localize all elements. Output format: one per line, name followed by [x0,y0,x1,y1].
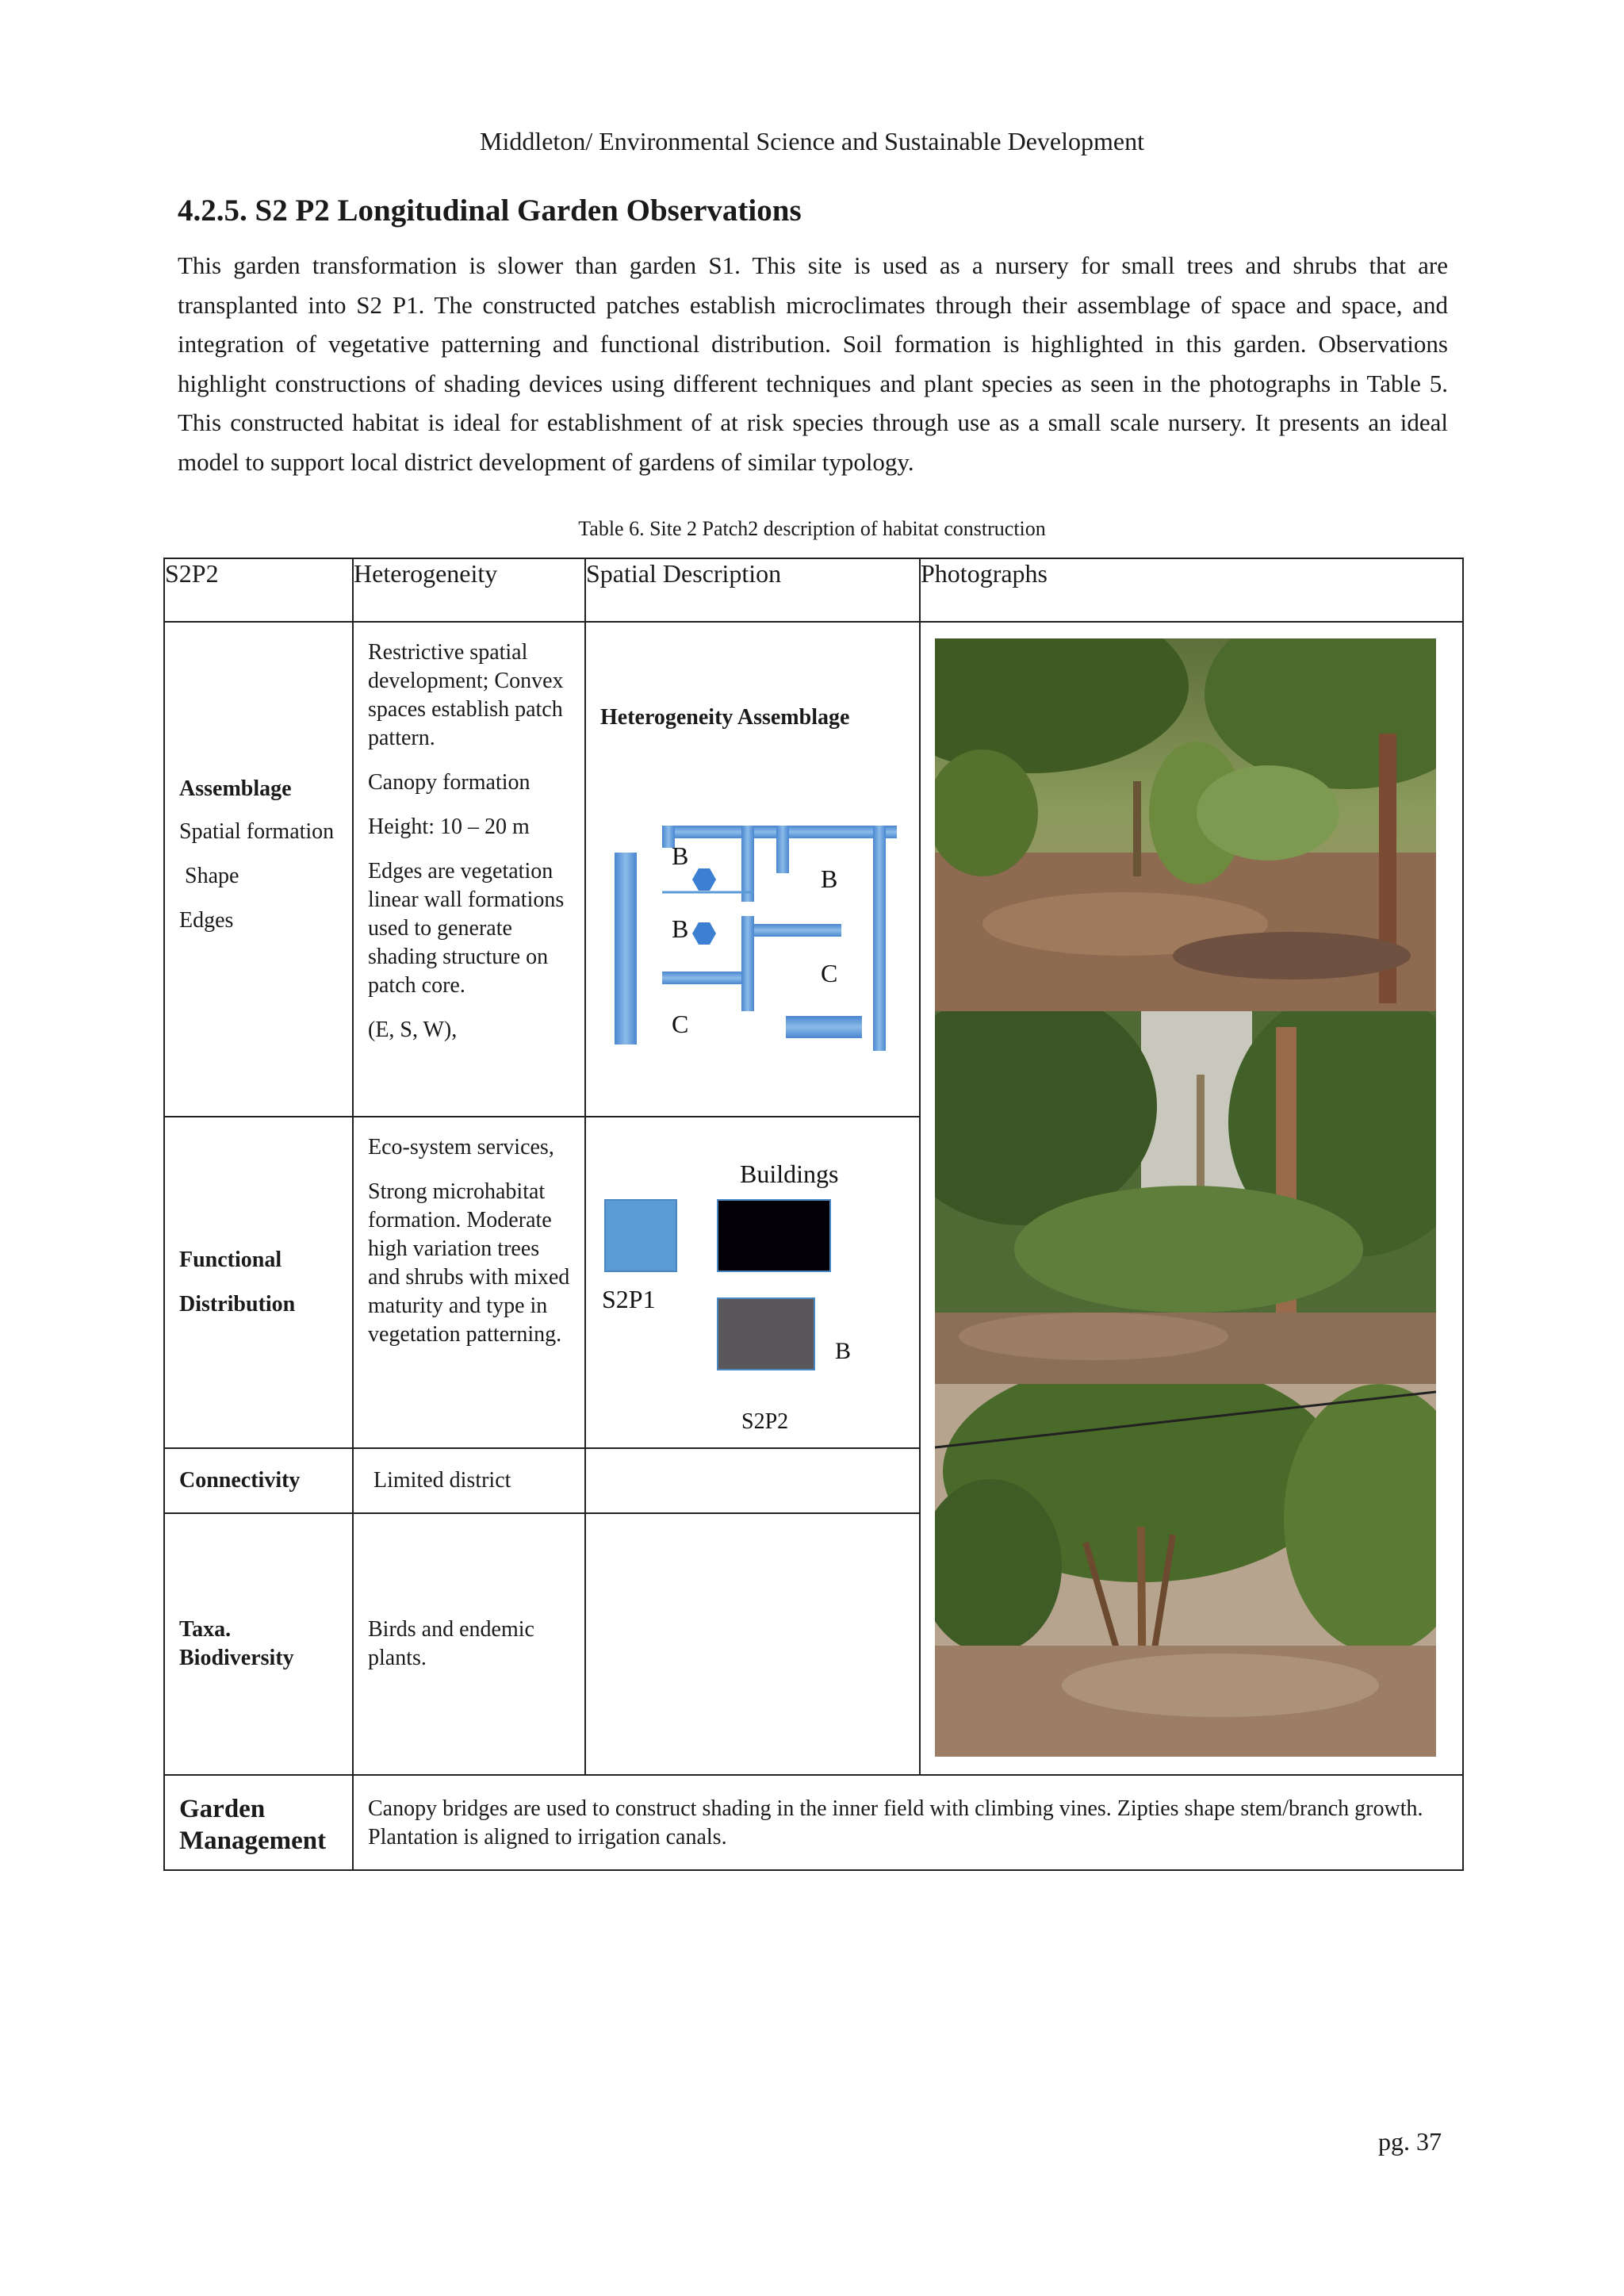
header-photographs: Photographs [920,558,1463,622]
label-b: B [672,841,689,870]
wall-west [615,853,637,1045]
taxa-spatial-cell [585,1513,920,1775]
heterogeneity-text: Height: 10 – 20 m [368,815,530,839]
table-header-row [164,558,1463,622]
wall-inner-a [741,826,754,902]
distribution-label: Distribution [179,1292,296,1317]
connectivity-spatial-cell [585,1448,920,1513]
wall-east [873,826,886,1051]
tree-marker [692,868,716,891]
s2p1-block [605,1200,676,1271]
row-label-taxa [164,1513,353,1775]
edges-label: Edges [179,908,234,933]
building-block [718,1200,830,1271]
functional-spatial-cell [585,1117,920,1448]
assemblage-heterogeneity [353,622,585,1117]
diagram-title: Heterogeneity Assemblage [600,705,850,730]
connectivity-heterogeneity [353,1448,585,1513]
row-label-connectivity [164,1448,353,1513]
header-s2p2: S2P2 [164,558,353,622]
spatial-formation-label: Spatial formation [179,819,335,844]
garden-photo-2 [935,1011,1436,1384]
buildings-label: Buildings [740,1159,839,1188]
row-label-management [164,1775,353,1870]
heterogeneity-text: Edges are vegetation linear wall formations used to generate shading structure on patch core. [368,859,565,998]
buildings-diagram [586,1117,919,1446]
body-paragraph: This garden transformation is slower than garden S1. This site is used as a nursery for small trees and shrubs that are transplanted into S2 P1. The constructed patches establish microclimates through their assemblage of space and space, and integration of vegetative patterning and functional distribution. Soil formation is highlighted in this garden. Observations highlight constructions of shading devices using different techniques and plant species as seen in the photographs in Table 5. This constructed habitat is ideal for establishment of at risk species through use as a small scale nursery. It presents an ideal model to support local district development of gardens of similar typology. [178,251,1448,476]
management-label: Garden Management [179,1795,327,1855]
header-spatial-description: Spatial Description [585,558,920,622]
assemblage-label: Assemblage [179,776,292,801]
page-number: pg. 37 [1378,2127,1442,2156]
label-b: B [835,1338,852,1364]
taxa-label: Taxa. Biodiversity [179,1617,294,1670]
garden-photo-3 [935,1384,1436,1757]
s2p2-block [718,1298,814,1370]
assemblage-spatial-cell [585,622,920,1117]
habitat-table [163,558,1464,1871]
table-caption: Table 6. Site 2 Patch2 description of habitat construction [578,517,1046,540]
taxa-heterogeneity [353,1513,585,1775]
functional-label: Functional [179,1248,282,1272]
heterogeneity-text: (E, S, W), [368,1018,458,1042]
section-heading: 4.2.5. S2 P2 Longitudinal Garden Observations [178,194,802,228]
s2p1-label: S2P1 [602,1285,656,1313]
wall-inner-b [776,826,789,873]
wall-inner-d [754,924,841,937]
garden-photo-1 [935,638,1436,1011]
taxa-value: Birds and endemic plants. [368,1617,534,1670]
label-b: B [672,914,689,943]
label-b: B [821,864,838,893]
header-heterogeneity: Heterogeneity [353,558,585,622]
label-c: C [672,1010,689,1038]
table-row-assemblage [164,622,1463,1117]
heterogeneity-text: Restrictive spatial development; Convex spaces establish patch pattern. [368,640,564,750]
table-row-management [164,1775,1463,1870]
heterogeneity-text: Eco-system services, [368,1135,554,1159]
management-text-cell [353,1775,1463,1870]
tree-marker [692,922,716,945]
management-text: Canopy bridges are used to construct shading in the inner field with climbing vines. Zipties shape stem/branch growth. Plantation is aligned to irrigation canals. [368,1796,1423,1849]
shape-label: Shape [179,864,239,888]
s2p2-label: S2P2 [741,1409,789,1434]
connectivity-label: Connectivity [179,1468,301,1493]
heterogeneity-text: Canopy formation [368,770,530,795]
photographs-cell [920,622,1463,1775]
connectivity-value: Limited district [368,1468,511,1493]
running-header: Middleton/ Environmental Science and Sustainable Development [479,127,1144,155]
wall-inner-e [662,972,741,984]
functional-heterogeneity [353,1117,585,1448]
heterogeneity-assemblage-diagram [586,623,919,1114]
heterogeneity-text: Strong microhabitat formation. Moderate high variation trees and shrubs with mixed maturity and type in vegetation patterning. [368,1179,570,1347]
label-c: C [821,959,838,987]
wall-bottom [786,1016,862,1038]
row-label-assemblage [164,622,353,1117]
wall-inner-f [741,972,754,1011]
row-label-functional [164,1117,353,1448]
